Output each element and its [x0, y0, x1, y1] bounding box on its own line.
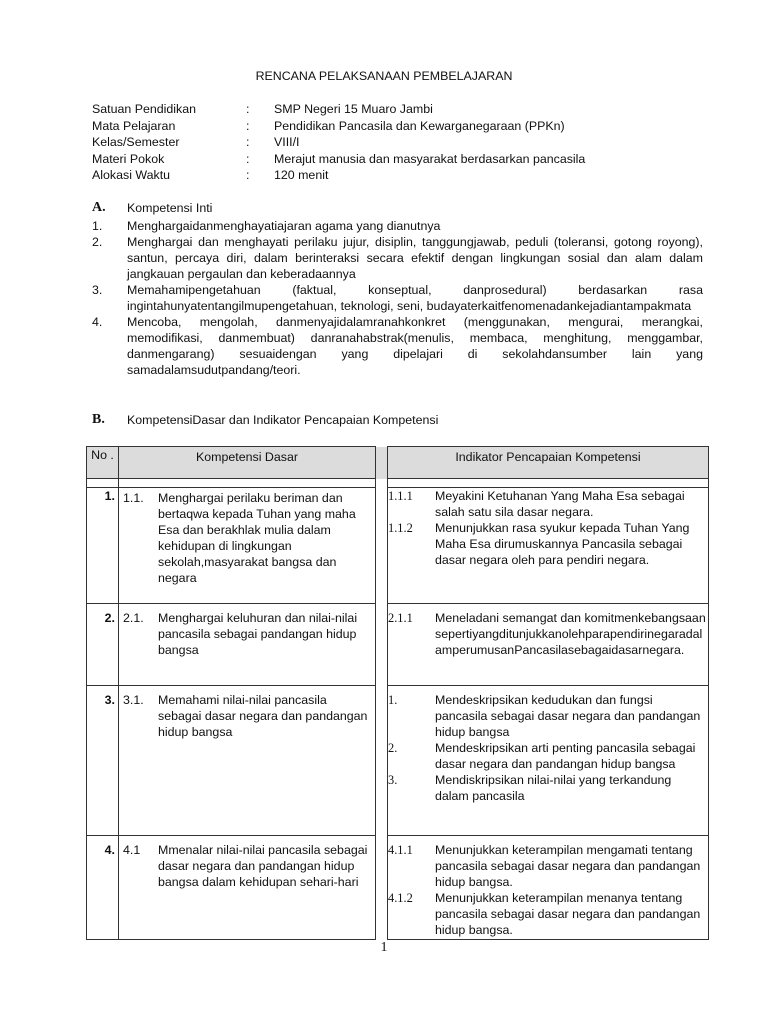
kd-content: [119, 604, 375, 668]
header-kd-label: Kompetensi Dasar: [196, 450, 298, 464]
identity-colon: :: [246, 135, 250, 149]
identity-row: [92, 167, 585, 184]
list-item: [92, 234, 703, 282]
identity-value: Pendidikan Pancasila dan Kewarganegaraan (PPKn): [274, 118, 565, 133]
indicator-code: 2.1.1: [388, 611, 413, 625]
table-row: [87, 836, 709, 940]
identity-colon: :: [246, 118, 250, 133]
identity-block: [92, 101, 585, 184]
identity-row: [92, 118, 585, 135]
identity-row: [92, 134, 585, 151]
indicator-item: [388, 520, 708, 568]
kd-cell: [119, 488, 376, 604]
table-row: [87, 488, 709, 604]
indicator-item: [388, 692, 708, 740]
table-header-row: [87, 447, 709, 479]
identity-value: SMP Negeri 15 Muaro Jambi: [274, 102, 433, 116]
row-number: 1.: [87, 488, 119, 604]
column-gap: [376, 488, 388, 604]
spacer-cell: [87, 479, 119, 488]
indicator-text: Meneladani semangat dan komitmenkebangsaansepertiyangditunjukkanolehparapendirinegaradalamperumusanPancasilasebagaidasarnegara.: [435, 611, 706, 657]
table-row: [87, 686, 709, 836]
page-number: 1: [380, 940, 388, 955]
indicator-item: [388, 740, 708, 772]
identity-row: [92, 101, 585, 118]
header-ipk: [388, 447, 709, 479]
kd-text: Menghargai keluhuran dan nilai-nilai pancasila sebagai pandangan hidup bangsa: [158, 611, 358, 657]
indicator-text: Menunjukkan keterampilan menanya tentang pancasila sebagai dasar negara dan pandangan hidup bangsa.: [435, 891, 701, 937]
header-no: No .: [87, 447, 119, 479]
identity-value: 120 menit: [274, 168, 329, 182]
indicator-code: 4.1.1: [388, 843, 413, 857]
identity-label: Satuan Pendidikan: [92, 102, 197, 116]
indicator-item: [388, 488, 708, 520]
identity-label: Kelas/Semester: [92, 135, 180, 149]
kd-text: Mmenalar nilai-nilai pancasila sebagai dasar negara dan pandangan hidup bangsa dalam kehidupan sehari-hari: [158, 843, 368, 889]
column-gap: [376, 686, 388, 836]
ipk-cell: [388, 604, 709, 686]
kd-cell: [119, 604, 376, 686]
list-number: 3.: [92, 283, 103, 297]
indicator-code: 2.: [388, 741, 398, 755]
kd-code: 4.1: [123, 843, 141, 857]
kd-content: [119, 686, 375, 750]
kd-cell: [119, 836, 376, 940]
identity-row: [92, 151, 585, 168]
identity-label: Mata Pelajaran: [92, 118, 176, 133]
list-text: Mencoba, mengolah, danmenyajidalamranahkonkret (menggunakan, mengurai, merangkai, memodifikasi, danmembuat) danranahabstrak(menulis, membaca, menghitung, menggambar, danmengarang) sesuaidengan yang dipelajari di sekolahdansumber lain yang samadalamsudutpandang/teori.: [127, 315, 703, 377]
header-kd: [119, 447, 376, 479]
list-text: Menghargaidanmenghayatiajaran agama yang dianutnya: [127, 219, 441, 233]
indicator-text: Menunjukkan rasa syukur kepada Tuhan Yang Maha Esa dirumuskannya Pancasila sebagai dasar negara oleh para pendiri negara.: [435, 521, 690, 567]
kd-code: 2.1.: [123, 611, 144, 625]
column-gap: [376, 604, 388, 686]
list-number: 4.: [92, 315, 103, 329]
indicator-text: Mendeskripsikan arti penting pancasila sebagai dasar negara dan pandangan hidup bangsa: [435, 741, 696, 771]
indicator-text: Menunjukkan keterampilan mengamati tentang pancasila sebagai dasar negara dan pandangan hidup bangsa.: [435, 843, 701, 889]
identity-colon: :: [246, 168, 250, 182]
column-gap: [376, 447, 388, 479]
kd-content: [119, 836, 375, 900]
indicator-text: Mendeskripsikan kedudukan dan fungsi pancasila sebagai dasar negara dan pandangan hidup bangsa: [435, 693, 701, 739]
indicator-text: Mendiskripsikan nilai-nilai yang terkandung dalam pancasila: [435, 773, 672, 803]
identity-value: VIII/I: [274, 135, 300, 149]
list-number: 1.: [92, 219, 103, 233]
indicator-item: [388, 610, 708, 658]
kd-content: [119, 488, 375, 596]
row-number: 2.: [87, 604, 119, 686]
section-a-heading: [92, 200, 212, 216]
indicator-item: [388, 890, 708, 938]
section-title: Kompetensi Inti: [127, 201, 213, 215]
page-title: RENCANA PELAKSANAAN PEMBELAJARAN: [255, 69, 513, 83]
kompetensi-table: [86, 446, 709, 940]
list-item: [92, 218, 703, 234]
ipk-cell: [388, 686, 709, 836]
list-number: 2.: [92, 235, 103, 249]
row-number: 4.: [87, 836, 119, 940]
kd-code: 3.1.: [123, 693, 144, 707]
table-row: [87, 604, 709, 686]
identity-colon: :: [246, 102, 250, 116]
kompetensi-inti-list: [92, 218, 703, 378]
list-text: Memahamipengetahuan (faktual, konseptual, danprosedural) berdasarkan rasa ingintahunyatentangilmupengetahuan, teknologi, seni, budayaterkaitfenomenadankejadiantampakmata: [127, 283, 703, 313]
list-item: [92, 282, 703, 314]
list-text: Menghargai dan menghayati perilaku jujur, disiplin, tanggungjawab, peduli (toleransi, gotong royong), santun, percaya diri, dalam berinteraksi secara efektif dengan lingkungan sosial dan alam dalam jangkauan pergaulan dan keberadaannya: [127, 235, 703, 281]
identity-value: Merajut manusia dan masyarakat berdasarkan pancasila: [274, 151, 586, 166]
spacer-cell: [119, 479, 376, 488]
section-b-heading: [92, 412, 438, 428]
section-title: KompetensiDasar dan Indikator Pencapaian Kompetensi: [127, 413, 439, 427]
indicator-code: 1.1.2: [388, 521, 413, 535]
indicator-code: 1.: [388, 693, 398, 707]
indicator-code: 1.1.1: [388, 489, 413, 503]
kd-code: 1.1.: [123, 491, 144, 505]
column-gap: [376, 479, 388, 488]
identity-colon: :: [246, 151, 250, 166]
indicator-code: 4.1.2: [388, 891, 413, 905]
kd-cell: [119, 686, 376, 836]
indicator-item: [388, 772, 708, 804]
identity-label: Alokasi Waktu: [92, 168, 171, 182]
ipk-cell: [388, 836, 709, 940]
section-letter: A.: [92, 200, 106, 215]
indicator-text: Meyakini Ketuhanan Yang Maha Esa sebagai salah satu sila dasar negara.: [435, 489, 685, 519]
kd-text: Memahami nilai-nilai pancasila sebagai dasar negara dan pandangan hidup bangsa: [158, 693, 368, 739]
table-spacer: [87, 479, 709, 488]
spacer-cell: [388, 479, 709, 488]
ipk-cell: [388, 488, 709, 604]
column-gap: [376, 836, 388, 940]
kd-text: Menghargai perilaku beriman dan bertaqwa kepada Tuhan yang maha Esa dan berakhlak mulia dalam kehidupan di lingkungan sekolah,masyarakat bangsa dan negara: [158, 491, 356, 585]
header-ipk-label: Indikator Pencapaian Kompetensi: [455, 450, 641, 464]
indicator-code: 3.: [388, 773, 398, 787]
section-letter: B.: [92, 412, 105, 427]
indicator-item: [388, 842, 708, 890]
identity-label: Materi Pokok: [92, 151, 165, 166]
row-number: 3.: [87, 686, 119, 836]
list-item: [92, 314, 703, 378]
